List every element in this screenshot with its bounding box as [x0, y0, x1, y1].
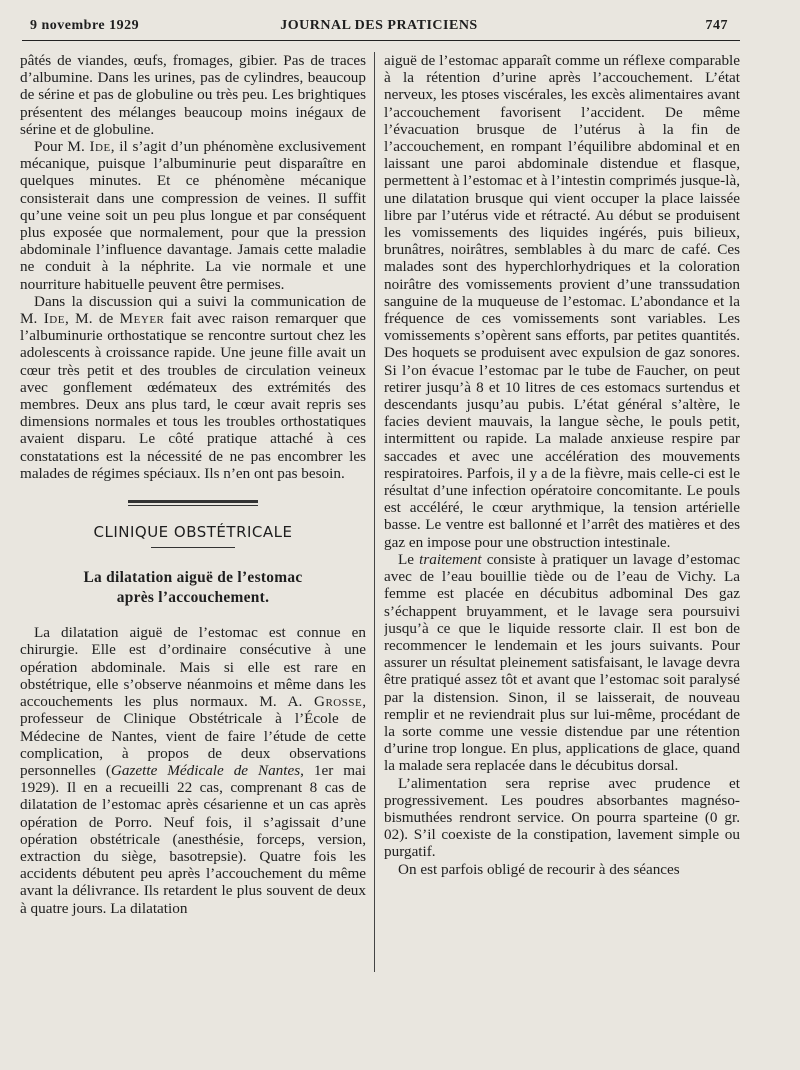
journal-title: JOURNAL DES PRATICIENS	[280, 18, 478, 33]
column-divider	[374, 52, 375, 972]
paragraph: aiguë de l’estomac apparaît comme un réflexe comparable à la rétention d’urine après l’accouchement. L’état nerveux, les ptoses viscérales, les excès alimentaires avant l’accouchement favorisent l’accident. De même l’évacuation brusque de l’utérus à la fin de l’accouchement, en rompant l’équilibre abdominal et en laissant une paroi abdominale distendue et flasque, permettent à l’estomac et à l’intestin comprimés jusque-là, une dilatation brusque qui vient occuper la place laissée libre par l’utérus vide et rétracté. Au début se produisent les vomissements des liquides ingérés, puis bilieux, brunâtres, noirâtres, semblables à du marc de café. Ces malades sont des hyperchlorhydriques et la coloration noirâtre des vomissements provient d’une transsudation sanguine de la muqueuse de l’estomac. L’abondance et la fréquence de ces vomissements sont variables. Les vomissements s’opèrent sans efforts, par petites quantités. Des hoquets se produisent avec expulsion de gaz sonores. Si l’on évacue l’estomac par le tube de Faucher, on peut retirer jusqu’à 8 et 10 litres de ces estomacs surtendus et descendants jusqu’au pubis. L’état général s’altère, le facies devient mauvais, la langue sèche, le pouls petit, intermittent ou rapide. La malade anxieuse respire par saccades et avec une accélération des mouvements respiratoires. Parfois, il y a de la fièvre, mais celle-ci est le résultat d’une infection opératoire concomitante. Le pouls est accéléré, le cœur arythmique, la tension artérielle basse. Le ventre est ballonné et l’arrêt des matières et des gaz en impose pour une obstruction intestinale.	[384, 52, 740, 551]
paragraph	[20, 624, 366, 916]
citation: Gazette Médicale de Nantes	[110, 761, 301, 779]
author-name: Ide	[89, 138, 111, 156]
citation-date: , 1er mai 1929).	[20, 761, 366, 797]
author-name: Ide	[43, 310, 65, 328]
text-run: Le	[398, 550, 420, 568]
author-name: Grosse	[313, 693, 363, 711]
text-run: , il s’agit d’un phénomène exclusivement mécanique, puisque l’albuminurie peut disparaître en quelques minutes. Et ce phénomène mécanique consisterait dans une compression de veines. Il suffit qu’une veine soit un peu plus longue et par conséquent plus exposée que normalement, pour que la pression abdominale l’influence davantage. Jamais cette maladie ne conduit à la néphrite. La vie normale et une nourriture habituelle peuvent être permises.	[20, 138, 366, 293]
text-run: Pour M.	[34, 138, 90, 156]
text-run: Dans la discussion qui a suivi la communication de M.	[20, 292, 366, 328]
header-rule	[22, 40, 740, 41]
text-run: La dilatation aiguë de l’estomac est connue en chirurgie. Elle est d’ordinaire consécutive à une opération abdominale. Mais si elle est rare en obstétrique, elle s’observe néanmoins et même dans les accouchements les plus normaux. M. A.	[20, 624, 366, 711]
section-title: CLINIQUE OBSTÉTRICALE	[93, 523, 293, 542]
text-run: consiste à pratiquer un lavage d’estomac avec de l’eau bouillie tiède ou de l’eau de Vichy. La femme est placée en décubitus adbominal Des gaz s’échappent bruyamment, et le lavage sera poursuivi jusqu’à ce que le liquide ressorte clair. Il est bon de recommencer le lendemain et les jours suivants. Pour assurer un résultat pleinement satisfaisant, le lavage devra être pratiqué assez tôt et avant que l’estomac soit paralysé par la distension. Sinon, il se laisserait, de nouveau remplir et ne reviendrait plus sur lui-même, procédant de la sorte comme une vessie distendue par une rétention d’urine trop longue. En plus, applications de glace, quand la malade sera replacée dans le décubitus dorsal.	[384, 550, 740, 775]
running-header	[30, 18, 728, 42]
title-line: La dilatation aiguë de l’estomac	[83, 569, 303, 587]
issue-date: 9 novembre 1929	[30, 18, 140, 33]
page-number: 747	[705, 18, 728, 33]
section-rule	[128, 505, 258, 506]
author-name: Meyer	[119, 310, 165, 328]
paragraph: pâtés de viandes, œufs, fromages, gibier. Pas de traces d’albumine. Dans les urines, pas de cylindres, beaucoup de sérine et pas de globuline ou très peu. Les brightiques présentent des mélanges beaucoup moins inégaux de sérine et de globuline.	[20, 52, 366, 138]
paragraph	[384, 551, 740, 775]
title-line: après l’accouchement.	[116, 589, 270, 607]
left-column	[20, 52, 366, 1060]
paragraph: L’alimentation sera reprise avec prudence et progressivement. Les poudres absorbantes magnéso-bismuthées rendront service. On pourra sparteine (0 gr. 02). S’il coexiste de la constipation, lavement simple ou purgatif.	[384, 774, 740, 861]
emphasis: traitement	[419, 550, 482, 568]
paragraph: On est parfois obligé de recourir à des séances	[398, 860, 680, 878]
text-run: , professeur de Clinique Obstétricale à l’École de Médecine de Nantes, vient de faire l’étude de cette complication, à propos de deux observations personnelles (	[20, 693, 366, 779]
section-rule	[151, 547, 235, 548]
text-run: fait avec raison remarquer que l’albuminurie orthostatique se rencontre surtout chez les adolescents à croissance rapide. Une jeune fille avait un cœur très petit et des troubles de circulation veineux avec gonflement œdémateux des extrémités des membres. Deux ans plus tard, le cœur avait repris ses dimensions normales et tous les troubles orthostatiques avaient disparu. Le côté pratique attaché à ces constatations est la nécessité de ne pas encombrer les malades de régimes spéciaux. Ils n’en ont pas besoin.	[20, 310, 366, 482]
text-run: Il en a recueilli 22 cas, comprenant 8 cas de dilatation de l’estomac après césarienne et un cas après opération de Porro. Neuf fois, il s’agissait d’une opération obstétricale (anesthésie, forceps, version, extraction du siège, basotrepsie). Quatre fois les accidents débutent peu après l’accouchement du même avant la délivrance. Ils retardent le plus souvent de deux à quatre jours. La dilatation	[20, 779, 366, 917]
article-title	[20, 568, 366, 608]
text-run: , M. de	[64, 310, 120, 328]
paragraph	[20, 293, 366, 482]
paragraph	[20, 138, 366, 293]
right-column	[384, 52, 740, 1060]
section-rule	[128, 500, 258, 503]
